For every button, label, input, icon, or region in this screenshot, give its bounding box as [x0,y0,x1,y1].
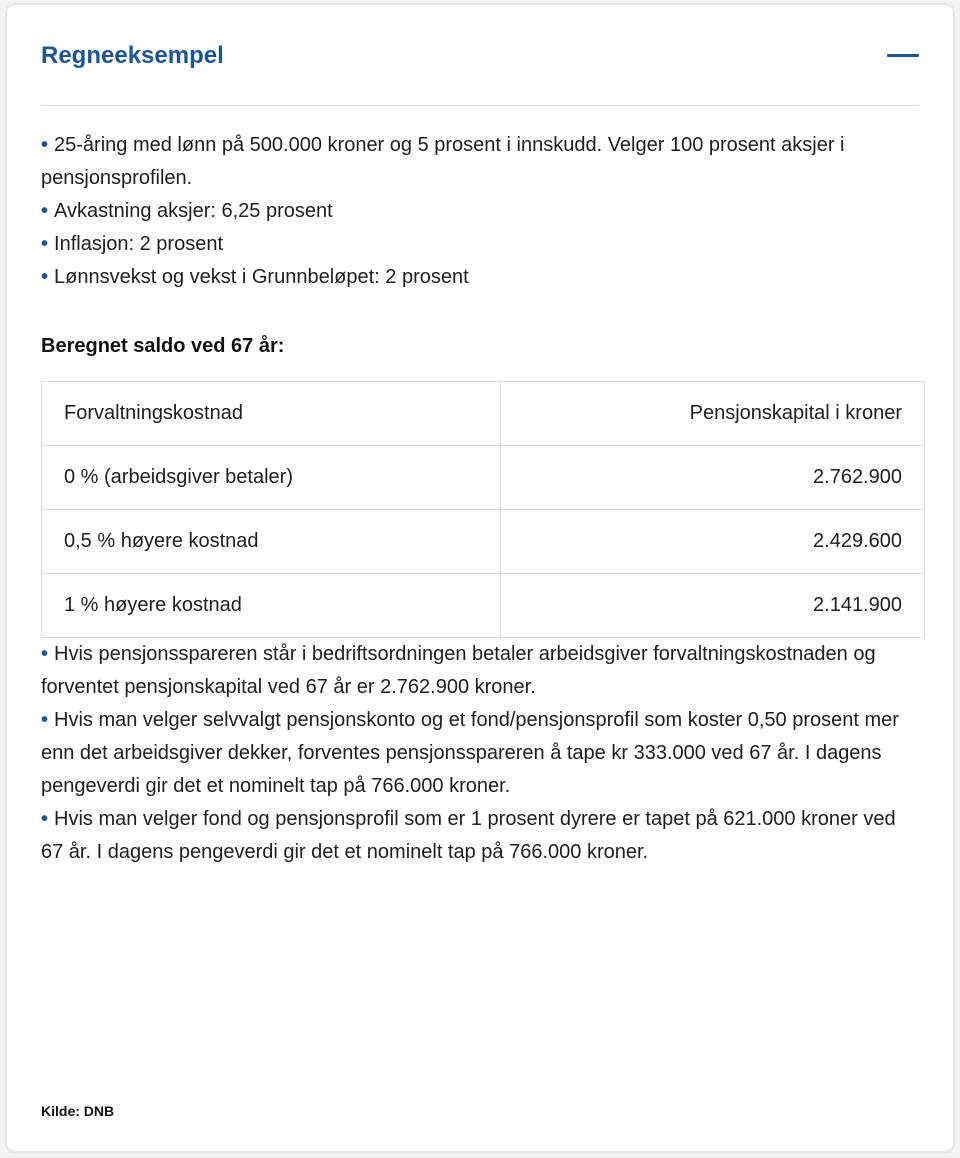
table-cell: 2.429.600 [501,510,925,574]
table-cell: 1 % høyere kostnad [42,574,501,638]
info-card [5,3,955,1153]
table-cell: 2.762.900 [501,446,925,510]
source-note: Kilde: DNB [41,1103,115,1119]
list-item: • Inflasjon: 2 prosent [41,233,224,255]
assumptions-list [41,129,919,294]
list-item: • Hvis man velger selvvalgt pensjonskonto og et fond/pensjonsprofil som koster 0,50 prosent mer enn det arbeidsgiver dekker, forventes pensjonsspareren å tape kr 333.000 ved 67 år. I dagens pengeverdi gir det et nominelt tap på 766.000 kroner. [41,709,899,797]
table-cell: 0,5 % høyere kostnad [42,510,501,574]
list-item: • Hvis man velger fond og pensjonsprofil som er 1 prosent dyrere er tapet på 621.000 kroner ved 67 år. I dagens pengeverdi gir det et nominelt tap på 766.000 kroner. [41,808,896,863]
collapse-button[interactable] [887,43,919,69]
table-row [42,446,925,510]
column-header-cost: Forvaltningskostnad [42,382,501,446]
table-cell: 0 % (arbeidsgiver betaler) [42,446,501,510]
minus-icon [887,54,919,57]
conclusions-list [41,638,919,869]
card-content [41,129,919,869]
column-header-capital: Pensjonskapital i kroner [501,382,925,446]
list-item: • Lønnsvekst og vekst i Grunnbeløpet: 2 prosent [41,266,469,288]
bullet-icon: • [41,808,49,830]
list-item: • 25-åring med lønn på 500.000 kroner og 5 prosent i innskudd. Velger 100 prosent aksjer i pensjonsprofilen. [41,134,845,189]
list-item: • Avkastning aksjer: 6,25 prosent [41,200,333,222]
bullet-icon: • [41,233,49,255]
bullet-icon: • [41,643,49,665]
card-title: Regneeksempel [41,42,224,69]
table-row [42,510,925,574]
bullet-icon: • [41,134,49,156]
bullet-icon: • [41,709,49,731]
card-header [41,5,919,106]
table-row [42,574,925,638]
list-item: • Hvis pensjonsspareren står i bedriftsordningen betaler arbeidsgiver forvaltningskostnaden og forventet pensjonskapital ved 67 år er 2.762.900 kroner. [41,643,876,698]
cost-table [41,381,925,638]
table-header-row [42,382,925,446]
table-cell: 2.141.900 [501,574,925,638]
bullet-icon: • [41,200,49,222]
bullet-icon: • [41,266,49,288]
section-title: Beregnet saldo ved 67 år: [41,335,285,357]
